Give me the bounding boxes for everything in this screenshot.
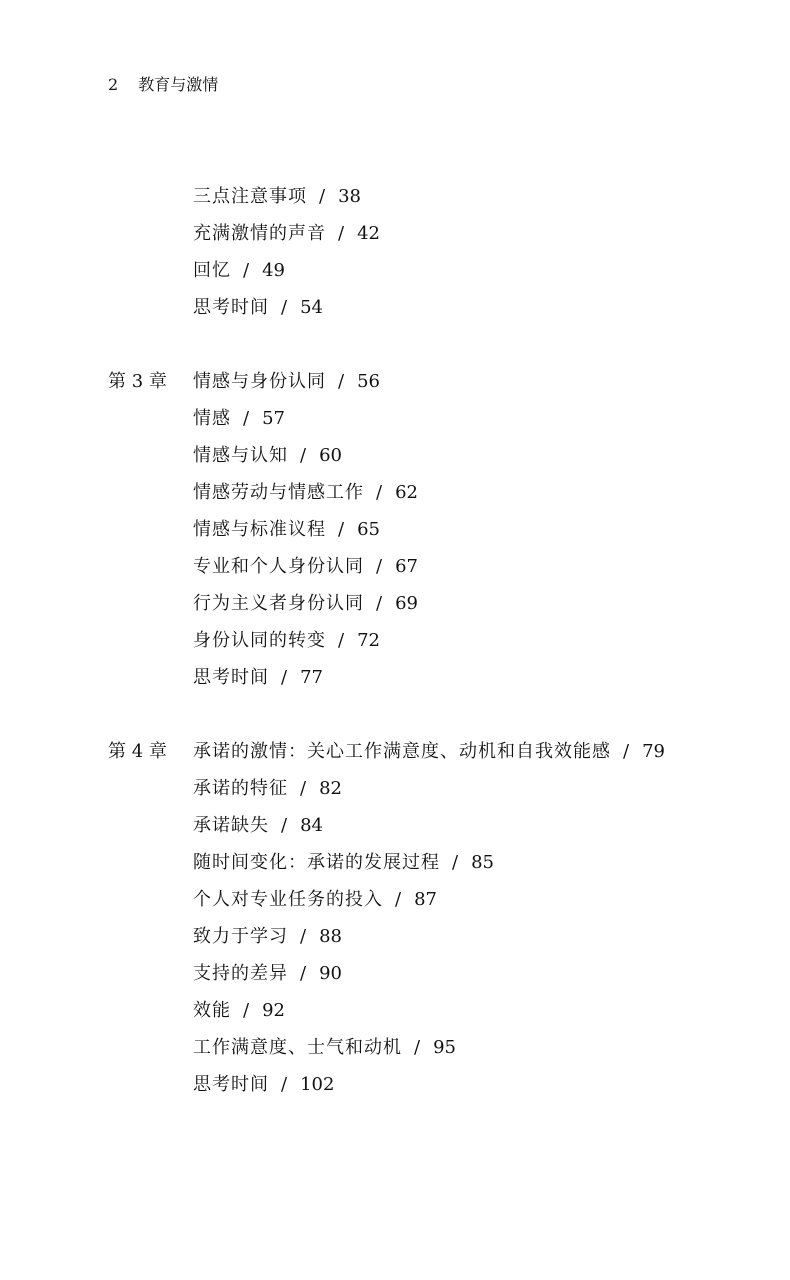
toc-entry-title: 回忆 xyxy=(193,260,231,281)
toc-entry-page: 87 xyxy=(414,889,437,910)
toc-entry-page: 72 xyxy=(357,630,380,651)
chapter-label: 第 4 章 xyxy=(108,741,167,762)
toc-entry-page: 60 xyxy=(319,445,342,466)
toc-separator: / xyxy=(300,445,308,466)
toc-entry xyxy=(193,924,342,950)
toc-entry-page: 62 xyxy=(395,482,418,503)
toc-entry-page: 92 xyxy=(262,1000,285,1021)
chapter-heading xyxy=(108,369,380,395)
toc-separator: / xyxy=(243,408,251,429)
toc-entry xyxy=(193,406,285,432)
toc-entry-page: 84 xyxy=(300,815,323,836)
toc-entry-page: 42 xyxy=(357,223,380,244)
chapter-label: 第 3 章 xyxy=(108,371,167,392)
running-header xyxy=(108,73,218,97)
toc-entry xyxy=(193,184,361,210)
toc-entry-page: 102 xyxy=(300,1074,335,1095)
toc-separator: / xyxy=(243,260,251,281)
toc-entry xyxy=(193,887,437,913)
toc-entry-page: 67 xyxy=(395,556,418,577)
toc-separator: / xyxy=(623,741,631,762)
toc-entry-page: 90 xyxy=(319,963,342,984)
toc-entry-page: 85 xyxy=(471,852,494,873)
toc-entry-page: 95 xyxy=(433,1037,456,1058)
toc-entry-title: 充满激情的声音 xyxy=(193,223,326,244)
toc-entry-page: 38 xyxy=(338,186,361,207)
toc-entry-title: 思考时间 xyxy=(193,297,269,318)
toc-entry-title: 工作满意度、士气和动机 xyxy=(193,1037,402,1058)
toc-entry-page: 49 xyxy=(262,260,285,281)
toc-entry-title: 支持的差异 xyxy=(193,963,288,984)
toc-entry xyxy=(193,776,342,802)
toc-separator: / xyxy=(376,593,384,614)
toc-entry xyxy=(193,517,380,543)
toc-entry-title: 思考时间 xyxy=(193,1074,269,1095)
toc-entry-title: 效能 xyxy=(193,1000,231,1021)
toc-entry-title: 情感与标准议程 xyxy=(193,519,326,540)
toc-separator: / xyxy=(376,556,384,577)
toc-entry xyxy=(193,1035,456,1061)
toc-separator: / xyxy=(414,1037,422,1058)
toc-separator: / xyxy=(281,1074,289,1095)
toc-entry xyxy=(193,850,494,876)
chapter-title: 承诺的激情：关心工作满意度、动机和自我效能感 xyxy=(193,741,611,762)
toc-separator: / xyxy=(319,186,327,207)
chapter-page: 56 xyxy=(357,371,380,392)
toc-entry-page: 54 xyxy=(300,297,323,318)
toc-entry xyxy=(193,221,380,247)
toc-entry xyxy=(193,998,285,1024)
toc-separator: / xyxy=(300,963,308,984)
toc-entry xyxy=(193,591,418,617)
toc-entry-title: 身份认同的转变 xyxy=(193,630,326,651)
toc-entry xyxy=(193,554,418,580)
toc-entry-page: 69 xyxy=(395,593,418,614)
toc-entry xyxy=(193,813,323,839)
toc-entry xyxy=(193,961,342,987)
toc-entry-page: 88 xyxy=(319,926,342,947)
toc-separator: / xyxy=(452,852,460,873)
toc-entry xyxy=(193,443,342,469)
toc-separator: / xyxy=(338,519,346,540)
toc-entry-title: 情感劳动与情感工作 xyxy=(193,482,364,503)
toc-entry-page: 65 xyxy=(357,519,380,540)
toc-entry xyxy=(193,258,285,284)
toc-separator: / xyxy=(300,926,308,947)
toc-entry-title: 承诺缺失 xyxy=(193,815,269,836)
toc-entry-title: 情感与认知 xyxy=(193,445,288,466)
toc-entry-title: 三点注意事项 xyxy=(193,186,307,207)
toc-separator: / xyxy=(395,889,403,910)
toc-entry xyxy=(193,628,380,654)
toc-entry xyxy=(193,480,418,506)
chapter-title: 情感与身份认同 xyxy=(193,371,326,392)
toc-separator: / xyxy=(338,371,346,392)
toc-entry xyxy=(193,1072,334,1098)
toc-entry-page: 82 xyxy=(319,778,342,799)
toc-entry-title: 个人对专业任务的投入 xyxy=(193,889,383,910)
toc-entry-title: 承诺的特征 xyxy=(193,778,288,799)
book-title: 教育与激情 xyxy=(138,75,219,94)
toc-entry xyxy=(193,295,323,321)
toc-entry-title: 行为主义者身份认同 xyxy=(193,593,364,614)
toc-entry-title: 随时间变化：承诺的发展过程 xyxy=(193,852,440,873)
toc-entry-title: 致力于学习 xyxy=(193,926,288,947)
toc-entry-title: 情感 xyxy=(193,408,231,429)
toc-separator: / xyxy=(281,815,289,836)
toc-entry-title: 专业和个人身份认同 xyxy=(193,556,364,577)
page-number: 2 xyxy=(108,75,119,94)
chapter-heading xyxy=(108,739,665,765)
toc-separator: / xyxy=(281,667,289,688)
toc-separator: / xyxy=(243,1000,251,1021)
toc-entry-title: 思考时间 xyxy=(193,667,269,688)
toc-entry-page: 77 xyxy=(300,667,323,688)
toc-separator: / xyxy=(338,630,346,651)
toc-separator: / xyxy=(281,297,289,318)
toc-separator: / xyxy=(300,778,308,799)
chapter-page: 79 xyxy=(642,741,665,762)
toc-entry xyxy=(193,665,323,691)
toc-separator: / xyxy=(376,482,384,503)
toc-separator: / xyxy=(338,223,346,244)
toc-entry-page: 57 xyxy=(262,408,285,429)
